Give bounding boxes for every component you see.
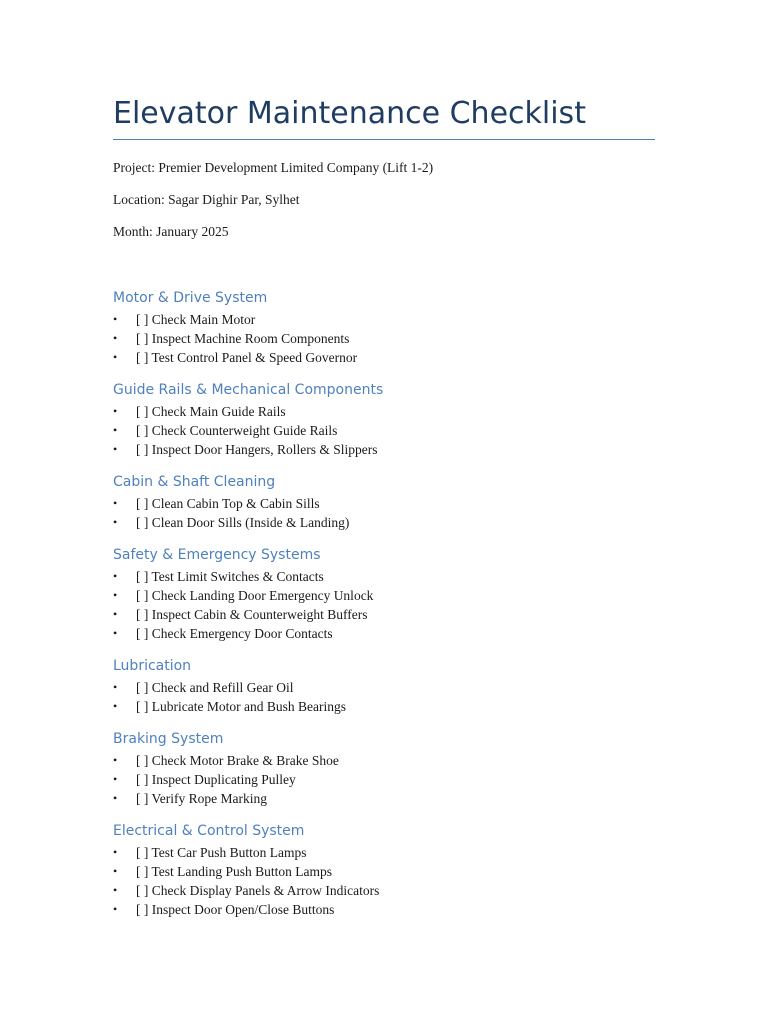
checklist-item — [113, 789, 655, 808]
checklist-section — [113, 288, 655, 367]
bullet-icon: • — [113, 753, 118, 767]
checklist-item — [113, 348, 655, 367]
checklist-item — [113, 697, 655, 716]
checklist-item — [113, 567, 655, 586]
checklist-item — [113, 329, 655, 348]
checklist-item — [113, 843, 655, 862]
checklist-item-text: [ ] Check Landing Door Emergency Unlock — [136, 588, 374, 603]
checklist-items — [113, 402, 655, 459]
bullet-icon: • — [113, 569, 118, 583]
checklist-items — [113, 494, 655, 532]
checklist-item-text: [ ] Check Counterweight Guide Rails — [136, 423, 338, 438]
bullet-icon: • — [113, 588, 118, 602]
bullet-icon: • — [113, 423, 118, 437]
checklist-item — [113, 513, 655, 532]
checklist-item — [113, 862, 655, 881]
bullet-icon: • — [113, 404, 118, 418]
checklist-section — [113, 380, 655, 459]
checklist-item-text: [ ] Check and Refill Gear Oil — [136, 680, 294, 695]
bullet-icon: • — [113, 772, 118, 786]
checklist-item-text: [ ] Test Car Push Button Lamps — [136, 845, 307, 860]
bullet-icon: • — [113, 496, 118, 510]
checklist-item-text: [ ] Clean Cabin Top & Cabin Sills — [136, 496, 320, 511]
checklist-items — [113, 678, 655, 716]
checklist-item-text: [ ] Check Motor Brake & Brake Shoe — [136, 753, 339, 768]
checklist-items — [113, 751, 655, 808]
bullet-icon: • — [113, 331, 118, 345]
section-heading: Safety & Emergency Systems — [113, 547, 321, 563]
checklist-section — [113, 545, 655, 643]
checklist-item — [113, 678, 655, 697]
bullet-icon: • — [113, 442, 118, 456]
checklist-section — [113, 729, 655, 808]
checklist-item-text: [ ] Inspect Door Open/Close Buttons — [136, 902, 335, 917]
section-heading: Braking System — [113, 731, 224, 747]
bullet-icon: • — [113, 680, 118, 694]
checklist-item-text: [ ] Clean Door Sills (Inside & Landing) — [136, 515, 350, 530]
section-heading: Electrical & Control System — [113, 823, 305, 839]
checklist-sections — [113, 288, 655, 932]
bullet-icon: • — [113, 607, 118, 621]
checklist-item-text: [ ] Lubricate Motor and Bush Bearings — [136, 699, 346, 714]
checklist-items — [113, 310, 655, 367]
checklist-item — [113, 402, 655, 421]
bullet-icon: • — [113, 902, 118, 916]
bullet-icon: • — [113, 515, 118, 529]
project-line: Project: Premier Development Limited Company (Lift 1-2) — [113, 160, 434, 175]
checklist-section — [113, 472, 655, 532]
section-heading: Lubrication — [113, 658, 192, 674]
section-heading: Cabin & Shaft Cleaning — [113, 474, 276, 490]
checklist-item-text: [ ] Test Limit Switches & Contacts — [136, 569, 324, 584]
checklist-item-text: [ ] Inspect Door Hangers, Rollers & Slippers — [136, 442, 378, 457]
section-heading: Motor & Drive System — [113, 290, 268, 306]
checklist-item-text: [ ] Check Display Panels & Arrow Indicators — [136, 883, 380, 898]
month-line: Month: January 2025 — [113, 224, 229, 239]
checklist-section — [113, 656, 655, 716]
bullet-icon: • — [113, 626, 118, 640]
bullet-icon: • — [113, 845, 118, 859]
checklist-item-text: [ ] Inspect Cabin & Counterweight Buffers — [136, 607, 368, 622]
checklist-item — [113, 494, 655, 513]
checklist-item — [113, 770, 655, 789]
checklist-item-text: [ ] Check Main Guide Rails — [136, 404, 286, 419]
checklist-item-text: [ ] Inspect Duplicating Pulley — [136, 772, 296, 787]
bullet-icon: • — [113, 864, 118, 878]
checklist-item-text: [ ] Test Control Panel & Speed Governor — [136, 350, 358, 365]
checklist-section — [113, 821, 655, 919]
checklist-item — [113, 605, 655, 624]
title-underline — [113, 139, 655, 140]
bullet-icon: • — [113, 883, 118, 897]
bullet-icon: • — [113, 791, 118, 805]
checklist-item — [113, 310, 655, 329]
checklist-item — [113, 586, 655, 605]
checklist-item-text: [ ] Test Landing Push Button Lamps — [136, 864, 333, 879]
checklist-item — [113, 421, 655, 440]
checklist-item — [113, 881, 655, 900]
checklist-items — [113, 843, 655, 919]
location-line: Location: Sagar Dighir Par, Sylhet — [113, 192, 300, 207]
section-heading: Guide Rails & Mechanical Components — [113, 382, 384, 398]
checklist-item — [113, 440, 655, 459]
checklist-item-text: [ ] Check Emergency Door Contacts — [136, 626, 333, 641]
bullet-icon: • — [113, 350, 118, 364]
checklist-item-text: [ ] Verify Rope Marking — [136, 791, 267, 806]
checklist-item — [113, 751, 655, 770]
checklist-items — [113, 567, 655, 643]
document-title: Elevator Maintenance Checklist — [113, 96, 586, 131]
checklist-item — [113, 624, 655, 643]
bullet-icon: • — [113, 699, 118, 713]
checklist-item-text: [ ] Check Main Motor — [136, 312, 256, 327]
bullet-icon: • — [113, 312, 118, 326]
checklist-item-text: [ ] Inspect Machine Room Components — [136, 331, 350, 346]
checklist-item — [113, 900, 655, 919]
